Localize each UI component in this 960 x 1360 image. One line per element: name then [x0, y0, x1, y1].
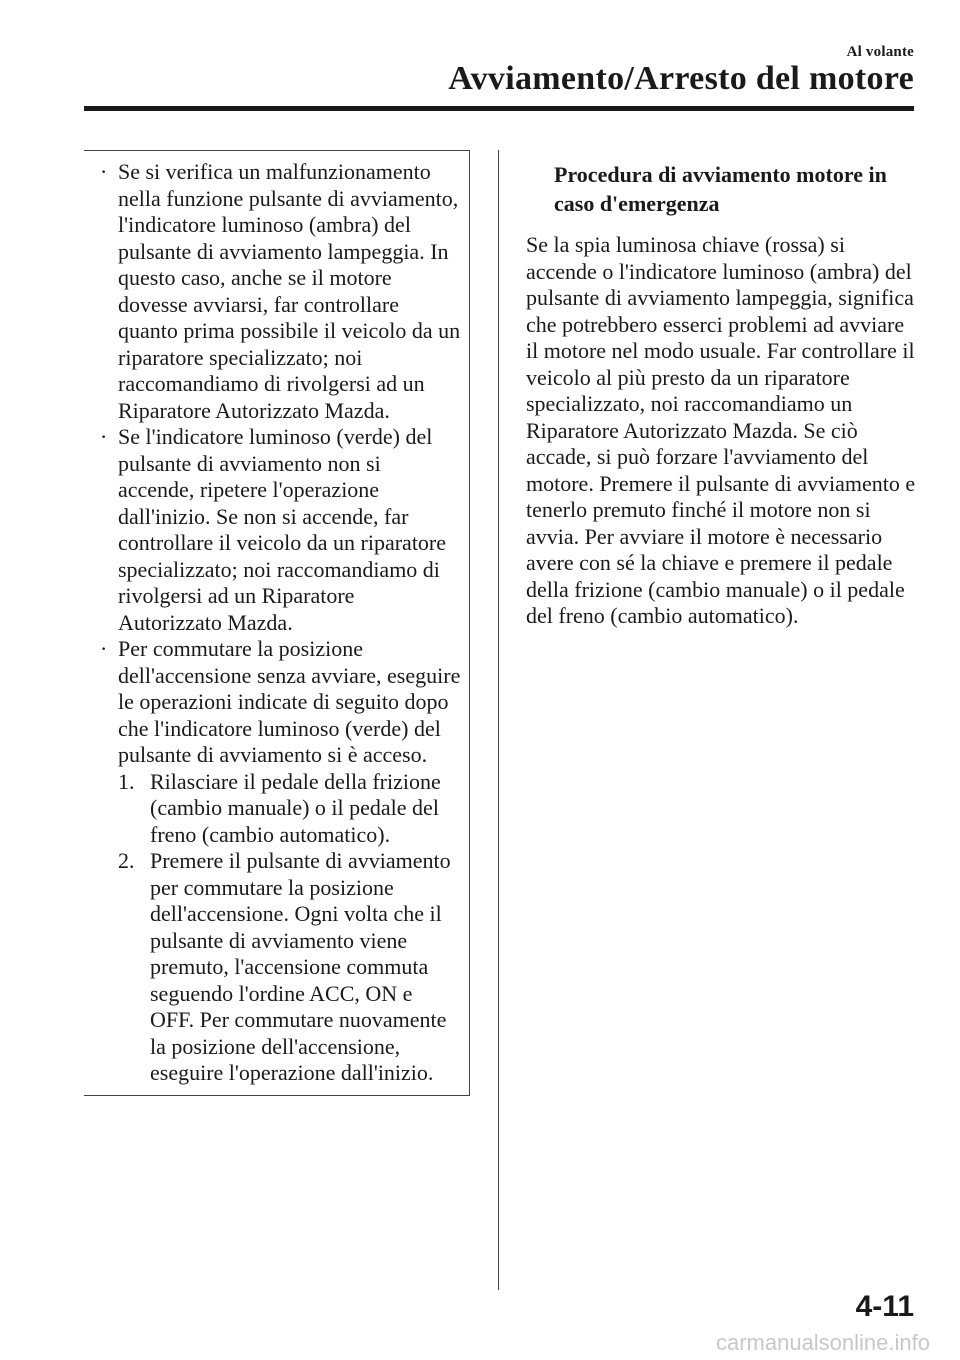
numbered-step [118, 769, 461, 849]
bullet-item [100, 424, 461, 636]
bullet-marker: · [100, 159, 108, 184]
bullet-item [100, 159, 461, 424]
step-text: Premere il pulsante di avviamento per commutare la posizione dell'accensione. Ogni volta che il pulsante di avviamento viene premuto, l'accensione commuta seguendo l'ordine ACC, ON e OFF. Per commutare nuovamente la posizione dell'accensione, eseguire l'operazione dall'inizio. [150, 848, 451, 1085]
step-number: 1. [118, 768, 135, 794]
watermark: carmanualsonline.info [715, 1330, 930, 1355]
bullet-text: Se l'indicatore luminoso (verde) del pulsante di avviamento non si accende, ripetere l'operazione dall'inizio. Se non si accende, far controllare il veicolo da un riparatore specializzato; noi raccomandiamo di rivolgersi ad un Riparatore Autorizzato Mazda. [118, 424, 447, 635]
header-rule [84, 106, 914, 111]
numbered-step [118, 848, 461, 1087]
step-number: 2. [118, 848, 135, 873]
bullet-marker: · [100, 424, 108, 449]
bullet-marker: · [100, 636, 108, 661]
step-text: Rilasciare il pedale della frizione (cambio manuale) o il pedale del freno (cambio automatico). [150, 768, 441, 847]
page-title: Avviamento/Arresto del motore [448, 60, 914, 97]
bullet-text: Per commutare la posizione dell'accensione senza avviare, eseguire le operazioni indicate di seguito dopo che l'indicatore luminoso (verde) del pulsante di avviamento si è acceso. [118, 636, 461, 767]
section-heading: Procedura di avviamento motore in caso d'emergenza [554, 162, 887, 216]
column-divider [498, 150, 499, 1290]
page-number: 4-11 [855, 1290, 914, 1323]
notes-box [84, 150, 470, 1096]
bullet-item [100, 636, 461, 769]
bullet-text: Se si verifica un malfunzionamento nella funzione pulsante di avviamento, l'indicatore luminoso (ambra) del pulsante di avviamento lampeggia. In questo caso, anche se il motore dovesse avviarsi, far controllare quanto prima possibile il veicolo da un riparatore specializzato; noi raccomandiamo di rivolgersi ad un Riparatore Autorizzato Mazda. [118, 159, 461, 423]
emergency-section [526, 160, 916, 630]
section-label: Al volante [846, 44, 914, 60]
section-paragraph: Se la spia luminosa chiave (rossa) si accende o l'indicatore luminoso (ambra) del pulsante di avviamento lampeggia, significa che potrebbero esserci problemi ad avviare il motore nel modo usuale. Far controllare il veicolo al più presto da un riparatore specializzato, noi raccomandiamo un Riparatore Autorizzato Mazda. Se ciò accade, si può forzare l'avviamento del motore. Premere il pulsante di avviamento e tenerlo premuto finché il motore non si avvia. Per avviare il motore è necessario avere con sé la chiave e premere il pedale della frizione (cambio manuale) o il pedale del freno (cambio automatico). [526, 232, 916, 628]
